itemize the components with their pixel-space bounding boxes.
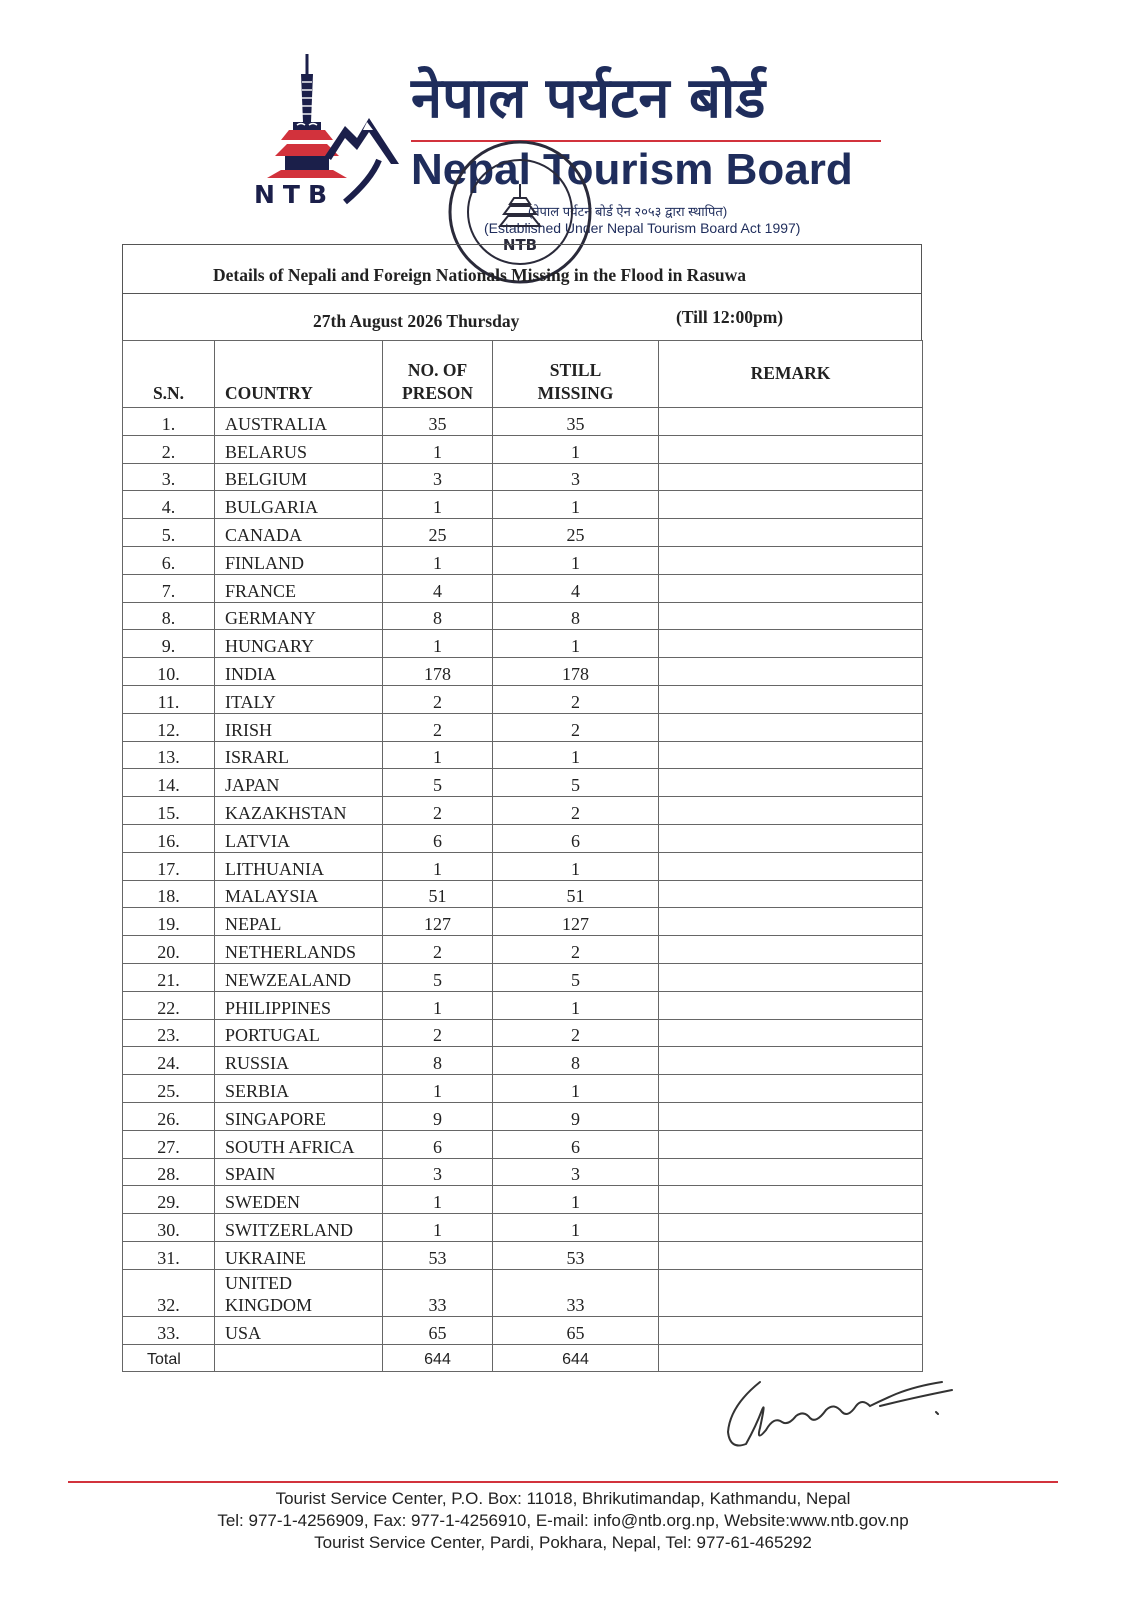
cell-remark [659,963,923,991]
cell-sn: 19. [123,908,215,936]
established-note-nepali: (नेपाल पर्यटन बोर्ड ऐन २०५३ द्वारा स्थापित) [528,204,728,219]
cell-sn: 17. [123,852,215,880]
cell-country: BELGIUM [215,463,383,491]
cell-no-of-person: 2 [383,685,493,713]
cell-country: PHILIPPINES [215,991,383,1019]
cell-remark [659,1075,923,1103]
cell-no-of-person: 6 [383,824,493,852]
cell-sn: 25. [123,1075,215,1103]
cell-remark [659,574,923,602]
cell-no-of-person: 2 [383,797,493,825]
cell-no-of-person: 6 [383,1130,493,1158]
cell-still-missing: 1 [493,491,659,519]
report-date: 27th August 2026 Thursday [313,311,520,331]
cell-no-of-person: 8 [383,602,493,630]
cell-country: SWITZERLAND [215,1214,383,1242]
cell-sn: 26. [123,1102,215,1130]
table-row [123,963,923,991]
column-header-sn: S.N. [123,341,215,408]
cell-still-missing: 35 [493,408,659,436]
heading-box [122,244,922,340]
cell-sn: 20. [123,936,215,964]
cell-country: ITALY [215,685,383,713]
table-row [123,602,923,630]
cell-no-of-person: 35 [383,408,493,436]
table-row [123,1214,923,1242]
cell-sn: 3. [123,463,215,491]
cell-country [215,1269,383,1316]
cell-sn: 16. [123,824,215,852]
cell-still-missing: 33 [493,1269,659,1316]
cell-remark [659,630,923,658]
column-header-still-missing [493,341,659,408]
cell-still-missing: 6 [493,1130,659,1158]
cell-remark [659,658,923,686]
established-note-english: (Established Under Nepal Tourism Board Act 1997) [484,220,801,236]
cell-no-of-person: 1 [383,630,493,658]
cell-sn: 15. [123,797,215,825]
cell-country: FRANCE [215,574,383,602]
table-row [123,936,923,964]
column-header-no-of-person-label: NO. OF PRESON [402,360,473,403]
cell-still-missing: 2 [493,936,659,964]
cell-sn: 9. [123,630,215,658]
cell-sn: 31. [123,1241,215,1269]
cell-country: HUNGARY [215,630,383,658]
cell-still-missing: 1 [493,1075,659,1103]
cell-sn: 1. [123,408,215,436]
cell-country: AUSTRALIA [215,408,383,436]
cell-sn: 4. [123,491,215,519]
cell-remark [659,1241,923,1269]
table-row [123,741,923,769]
cell-country: SWEDEN [215,1186,383,1214]
logo-letters: NTB [254,180,336,209]
footer-line-contact: Tel: 977-1-4256909, Fax: 977-1-4256910, E-mail: info@ntb.org.np, Website:www.ntb.gov.np [217,1511,909,1530]
cell-no-of-person: 65 [383,1316,493,1344]
table-row [123,880,923,908]
cell-sn: 6. [123,546,215,574]
table-body [123,408,923,1372]
table-row [123,769,923,797]
cell-country: SOUTH AFRICA [215,1130,383,1158]
cell-country-label: UNITED KINGDOM [225,1272,312,1315]
cell-no-of-person: 51 [383,880,493,908]
cell-still-missing: 2 [493,797,659,825]
cell-remark [659,491,923,519]
cell-sn: 23. [123,1019,215,1047]
cell-still-missing: 65 [493,1316,659,1344]
cell-country: SERBIA [215,1075,383,1103]
cell-no-of-person: 3 [383,1158,493,1186]
cell-sn: 24. [123,1047,215,1075]
table-header-row [123,341,923,408]
cell-no-of-person: 1 [383,491,493,519]
cell-still-missing: 1 [493,435,659,463]
cell-still-missing: 51 [493,880,659,908]
cell-country: INDIA [215,658,383,686]
cell-country: SINGAPORE [215,1102,383,1130]
cell-no-of-person: 8 [383,1047,493,1075]
cell-country: NEWZEALAND [215,963,383,991]
table-row [123,797,923,825]
cell-sn: 5. [123,519,215,547]
cell-remark [659,797,923,825]
cell-no-of-person: 2 [383,936,493,964]
cell-sn: 13. [123,741,215,769]
cell-remark [659,1214,923,1242]
cell-country: GERMANY [215,602,383,630]
cell-still-missing: 178 [493,658,659,686]
cell-no-of-person: 1 [383,435,493,463]
table-row [123,574,923,602]
org-title-nepali: नेपाल पर्यटन बोर्ड [411,66,766,131]
cell-remark [659,852,923,880]
cell-country: BELARUS [215,435,383,463]
footer-line-kathmandu: Tourist Service Center, P.O. Box: 11018, Bhrikutimandap, Kathmandu, Nepal [275,1489,851,1508]
cell-sn: 18. [123,880,215,908]
cell-remark [659,741,923,769]
cell-sn: 28. [123,1158,215,1186]
cell-country: UKRAINE [215,1241,383,1269]
total-country-empty [215,1344,383,1372]
cell-remark [659,1019,923,1047]
missing-persons-table [122,340,923,1372]
cell-remark [659,602,923,630]
cell-remark [659,408,923,436]
footer-divider [68,1481,1058,1483]
cell-sn: 29. [123,1186,215,1214]
cell-still-missing: 8 [493,1047,659,1075]
table-row [123,824,923,852]
cell-sn: 14. [123,769,215,797]
table-row [123,1019,923,1047]
table-row [123,1102,923,1130]
table-row [123,408,923,436]
cell-no-of-person: 1 [383,741,493,769]
cell-country: RUSSIA [215,1047,383,1075]
table-row [123,685,923,713]
heading-divider [123,293,921,294]
cell-country: KAZAKHSTAN [215,797,383,825]
table-row [123,713,923,741]
total-still-missing: 644 [493,1344,659,1372]
cell-country: ISRARL [215,741,383,769]
column-header-remark: REMARK [659,341,923,408]
cell-country: CANADA [215,519,383,547]
cell-still-missing: 5 [493,963,659,991]
cell-sn: 21. [123,963,215,991]
cell-sn: 8. [123,602,215,630]
cell-remark [659,991,923,1019]
cell-country: MALAYSIA [215,880,383,908]
cell-still-missing: 4 [493,574,659,602]
cell-remark [659,824,923,852]
cell-no-of-person: 1 [383,852,493,880]
cell-no-of-person: 1 [383,546,493,574]
cell-no-of-person: 1 [383,1186,493,1214]
cell-remark [659,769,923,797]
total-label: Total [123,1344,215,1372]
cell-sn: 32. [123,1269,215,1316]
cell-still-missing: 1 [493,1214,659,1242]
cell-still-missing: 3 [493,463,659,491]
column-header-no-of-person [383,341,493,408]
cell-remark [659,685,923,713]
cell-still-missing: 2 [493,713,659,741]
table-row [123,463,923,491]
cell-country: FINLAND [215,546,383,574]
cell-country: BULGARIA [215,491,383,519]
cell-no-of-person: 53 [383,1241,493,1269]
footer-line-pokhara: Tourist Service Center, Pardi, Pokhara, Nepal, Tel: 977-61-465292 [314,1533,812,1552]
cell-sn: 33. [123,1316,215,1344]
cell-country: IRISH [215,713,383,741]
cell-sn: 12. [123,713,215,741]
cell-remark [659,908,923,936]
cell-still-missing: 25 [493,519,659,547]
table-row [123,546,923,574]
table-row [123,1075,923,1103]
cell-sn: 30. [123,1214,215,1242]
table-row [123,1047,923,1075]
cell-no-of-person: 5 [383,963,493,991]
cell-remark [659,435,923,463]
cell-no-of-person: 1 [383,1214,493,1242]
cell-country: LATVIA [215,824,383,852]
cell-still-missing: 1 [493,741,659,769]
table-row [123,852,923,880]
cell-sn: 7. [123,574,215,602]
cell-remark [659,546,923,574]
report-time-note: (Till 12:00pm) [676,307,784,327]
cell-no-of-person: 1 [383,991,493,1019]
table-row [123,519,923,547]
cell-country: SPAIN [215,1158,383,1186]
cell-country: NETHERLANDS [215,936,383,964]
cell-remark [659,1186,923,1214]
cell-remark [659,713,923,741]
cell-country: USA [215,1316,383,1344]
cell-remark [659,519,923,547]
total-no-of-person: 644 [383,1344,493,1372]
cell-remark [659,1316,923,1344]
cell-sn: 2. [123,435,215,463]
cell-still-missing: 8 [493,602,659,630]
cell-still-missing: 1 [493,991,659,1019]
cell-country: NEPAL [215,908,383,936]
cell-still-missing: 1 [493,630,659,658]
handwritten-signature-icon [716,1376,966,1456]
cell-remark [659,463,923,491]
cell-still-missing: 3 [493,1158,659,1186]
cell-remark [659,1130,923,1158]
org-title-english: Nepal Tourism Board [411,145,853,194]
cell-still-missing: 127 [493,908,659,936]
cell-still-missing: 5 [493,769,659,797]
cell-no-of-person: 2 [383,1019,493,1047]
footer-contact [68,1488,1058,1554]
cell-country: JAPAN [215,769,383,797]
cell-remark [659,1102,923,1130]
table-row [123,1158,923,1186]
table-row [123,1186,923,1214]
cell-no-of-person: 5 [383,769,493,797]
table-row [123,1241,923,1269]
table-row [123,908,923,936]
table-row [123,435,923,463]
cell-country: PORTUGAL [215,1019,383,1047]
cell-no-of-person: 127 [383,908,493,936]
cell-remark [659,1269,923,1316]
cell-still-missing: 9 [493,1102,659,1130]
cell-sn: 10. [123,658,215,686]
cell-still-missing: 2 [493,1019,659,1047]
cell-sn: 11. [123,685,215,713]
column-header-country: COUNTRY [215,341,383,408]
cell-still-missing: 1 [493,546,659,574]
document-heading: Details of Nepali and Foreign Nationals Missing in the Flood in Rasuwa [213,265,746,285]
cell-remark [659,1158,923,1186]
cell-no-of-person: 4 [383,574,493,602]
table-row [123,491,923,519]
cell-no-of-person: 178 [383,658,493,686]
cell-still-missing: 1 [493,1186,659,1214]
column-header-still-missing-label: STILL MISSING [537,360,614,403]
cell-no-of-person: 9 [383,1102,493,1130]
cell-no-of-person: 3 [383,463,493,491]
cell-remark [659,880,923,908]
table-total-row [123,1344,923,1372]
table-row [123,630,923,658]
cell-still-missing: 53 [493,1241,659,1269]
cell-sn: 22. [123,991,215,1019]
cell-sn: 27. [123,1130,215,1158]
table-row [123,1130,923,1158]
cell-remark [659,936,923,964]
cell-no-of-person: 1 [383,1075,493,1103]
cell-no-of-person: 33 [383,1269,493,1316]
total-remark-empty [659,1344,923,1372]
cell-still-missing: 6 [493,824,659,852]
seal-text: NTB [502,236,538,254]
table-row [123,658,923,686]
cell-no-of-person: 25 [383,519,493,547]
cell-no-of-person: 2 [383,713,493,741]
table-row [123,1316,923,1344]
cell-still-missing: 2 [493,685,659,713]
table-row [123,1269,923,1316]
table-row [123,991,923,1019]
cell-country: LITHUANIA [215,852,383,880]
cell-still-missing: 1 [493,852,659,880]
cell-remark [659,1047,923,1075]
